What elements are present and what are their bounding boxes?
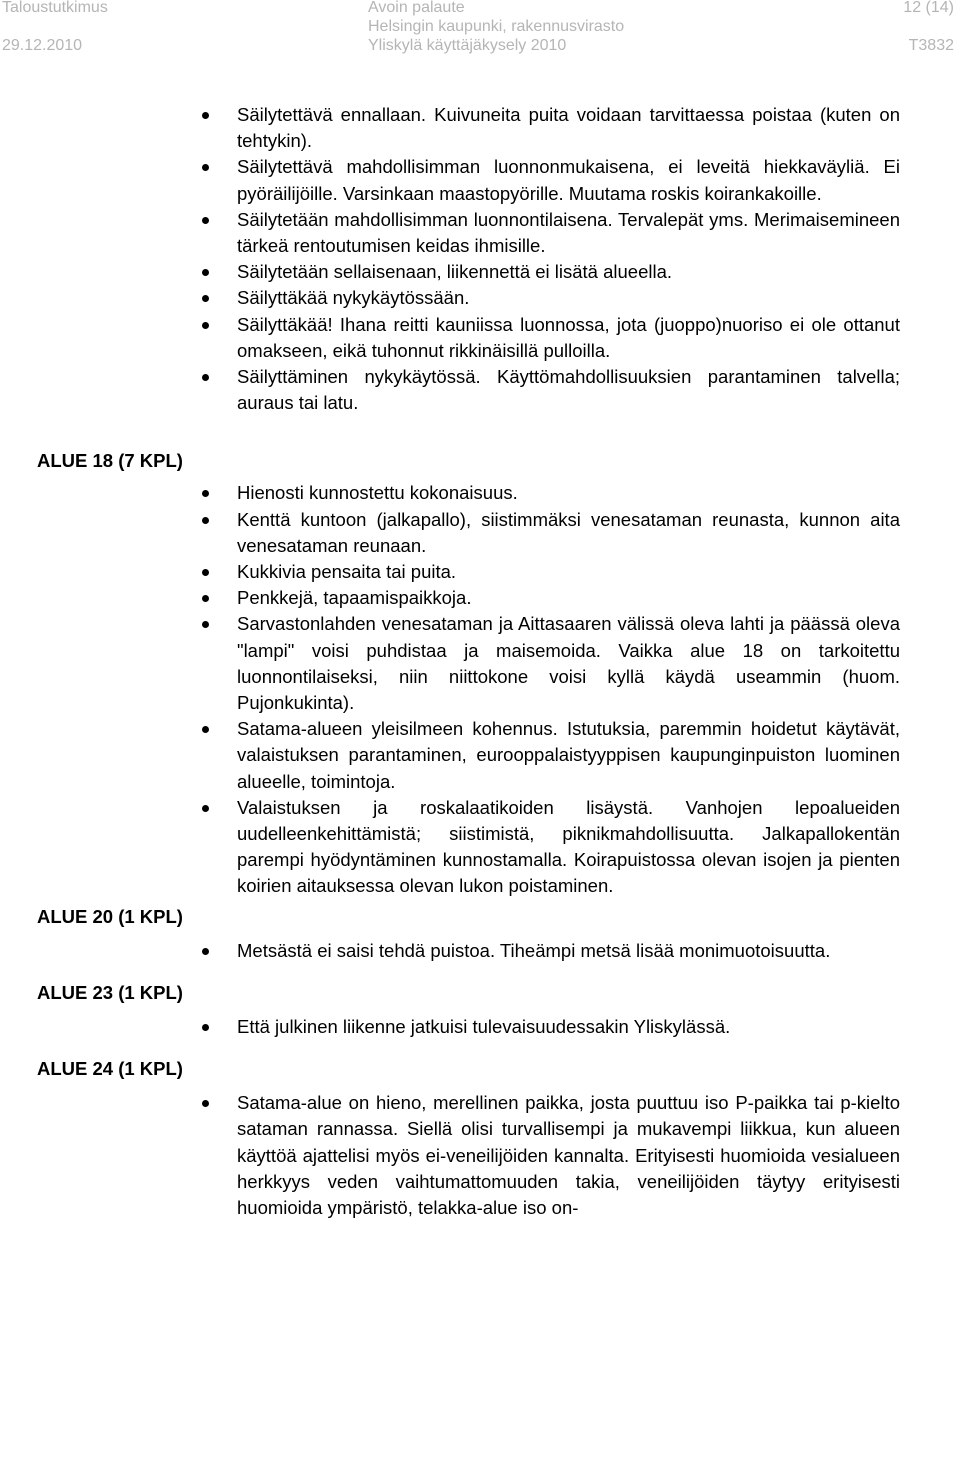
section-alue-18 xyxy=(0,450,960,899)
list-item: Että julkinen liikenne jatkuisi tulevaisuudessakin Yliskylässä. xyxy=(0,1014,960,1040)
list-item: Säilytettävä ennallaan. Kuivuneita puita voidaan tarvittaessa poistaa (kuten on tehtykin). xyxy=(0,102,960,154)
section-alue-20 xyxy=(0,905,960,964)
list-item: Säilyttäminen nykykäytössä. Käyttömahdollisuuksien parantaminen talvella; auraus tai latu. xyxy=(0,364,960,416)
list-item: Sarvastonlahden venesataman ja Aittasaaren välissä oleva lahti ja päässä oleva "lampi" voisi puhdistaa ja maisemoida. Vaikka alue 18 on tarkoitettu luonnontilaiseksi, niin niittokone voisi kyllä käydä useammin (huom. Pujonkukinta). xyxy=(0,611,960,716)
document-body xyxy=(0,102,960,1221)
bullet-list xyxy=(0,480,960,899)
header-client: Helsingin kaupunki, rakennusvirasto xyxy=(368,18,625,35)
list-item: Satama-alueen yleisilmeen kohennus. Istutuksia, paremmin hoidetut käytävät, valaistuksen parantaminen, eurooppalaistyyppisen kaupunginpuiston luominen alueelle, toimintoja. xyxy=(0,716,960,795)
section-heading: ALUE 20 (1 KPL) xyxy=(37,905,183,927)
list-item: Satama-alue on hieno, merellinen paikka, josta puuttuu iso P-paikka tai p-kielto sataman rannassa. Siellä olisi turvallisempi ja mukavempi liikkua, kun alueen käyttöä ajattelisi myös ei-veneilijöiden kannalta. Erityisesti huomioida vesialueen herkkyys veden vaihtumattomuuden takia, veneilijöiden täytyy erityisesti huomioida ympäristö, telakka-alue iso on- xyxy=(0,1090,960,1221)
section-heading: ALUE 18 (7 KPL) xyxy=(37,450,183,472)
list-item: Säilytetään mahdollisimman luonnontilaisena. Tervalepät yms. Merimaisemineen tärkeä rentoutumisen keidas ihmisille. xyxy=(0,207,960,259)
bullet-list xyxy=(0,1014,960,1040)
list-item: Hienosti kunnostettu kokonaisuus. xyxy=(0,480,960,506)
header-date: 29.12.2010 xyxy=(2,37,83,54)
list-item: Metsästä ei saisi tehdä puistoa. Tiheämpi metsä lisää monimuotoisuutta. xyxy=(0,938,960,964)
list-item: Säilyttäkää nykykäytössään. xyxy=(0,285,960,311)
page-header xyxy=(0,0,960,60)
list-item: Kukkivia pensaita tai puita. xyxy=(0,559,960,585)
header-report-title: Avoin palaute xyxy=(368,0,465,16)
bullet-list xyxy=(0,102,960,416)
list-item: Säilytetään sellaisenaan, liikennettä ei lisätä alueella. xyxy=(0,259,960,285)
section-alue-24 xyxy=(0,1058,960,1221)
bullet-list xyxy=(0,938,960,964)
list-item: Säilytettävä mahdollisimman luonnonmukaisena, ei leveitä hiekkaväyliä. Ei pyöräilijöille. Varsinkaan maastopyörille. Muutama roskis koirankakoille. xyxy=(0,154,960,206)
header-page-number: 12 (14) xyxy=(903,0,954,16)
section-heading: ALUE 23 (1 KPL) xyxy=(37,981,183,1003)
header-survey: Yliskylä käyttäjäkysely 2010 xyxy=(368,37,567,54)
section-continued xyxy=(0,102,960,416)
header-company: Taloustutkimus xyxy=(2,0,108,16)
list-item: Kenttä kuntoon (jalkapallo), siistimmäksi venesataman reunasta, kunnon aita venesataman reunaan. xyxy=(0,507,960,559)
section-alue-23 xyxy=(0,981,960,1040)
header-project-code: T3832 xyxy=(908,37,954,54)
list-item: Valaistuksen ja roskalaatikoiden lisäystä. Vanhojen lepoalueiden uudelleenkehittämistä; siistimistä, piknikmahdollisuutta. Jalkapallokentän parempi hyödyntäminen kunnostamalla. Koirapuistossa olevan isojen ja pienten koirien aitauksessa olevan lukon poistaminen. xyxy=(0,795,960,900)
bullet-list xyxy=(0,1090,960,1221)
list-item: Säilyttäkää! Ihana reitti kauniissa luonnossa, jota (juoppo)nuoriso ei ole ottanut omakseen, eikä tuhonnut rikkinäisillä pulloilla. xyxy=(0,312,960,364)
section-heading: ALUE 24 (1 KPL) xyxy=(37,1058,183,1080)
list-item: Penkkejä, tapaamispaikkoja. xyxy=(0,585,960,611)
